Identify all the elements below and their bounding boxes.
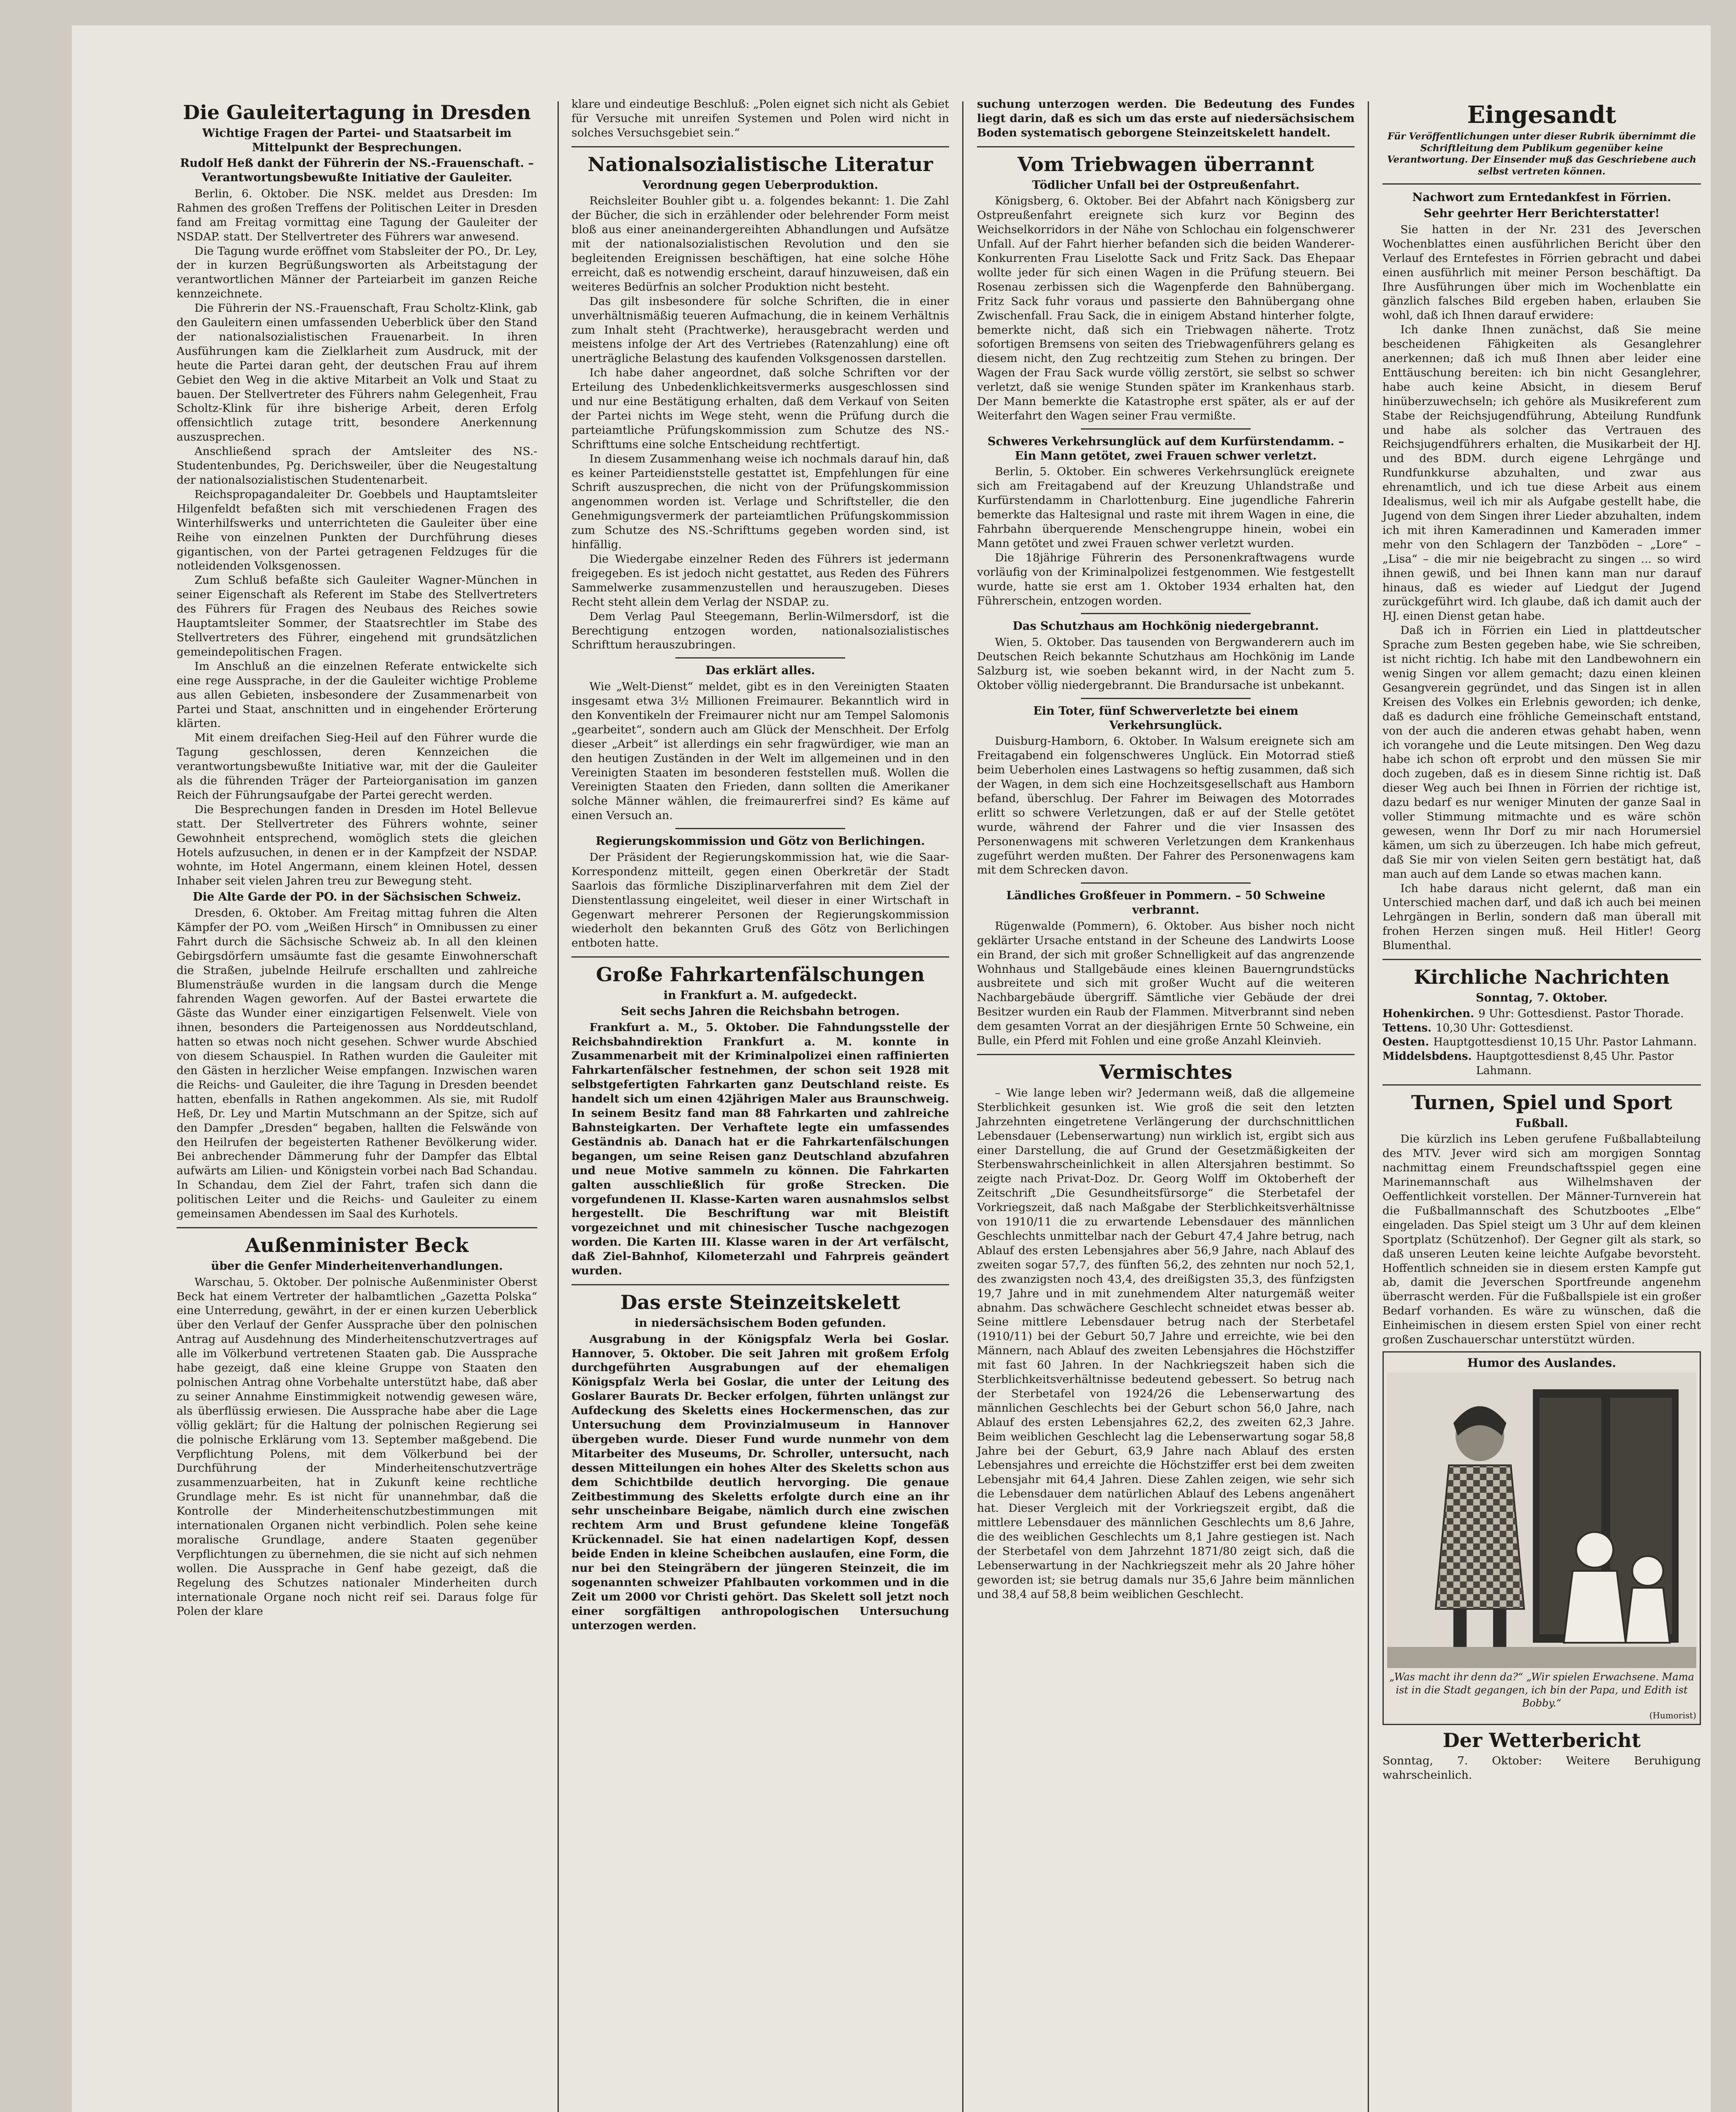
article-paragraph: Die Führerin der NS.-Frauenschaft, Frau Scholtz-Klink, gab den Gauleitern einen umfassenden Ueberblick über den Stand der nationalsozialistischen Frauenarbeit. In ihren Ausführungen kam die Zielklarheit zum Ausdruck, mit der heute die Partei daran geht, der deutschen Frau auf ihrem Gebiet den Weg in die aktive Mitarbeit an Volk und Staat zu bauen. Der Stellvertreter des Führers nahm Gelegenheit, Frau Scholtz-Klink für ihre bisherige Arbeit, deren Erfolg offensichtlich zutage tritt, besondere Anerkennung auszusprechen. [177,302,537,444]
article-heading: Schweres Verkehrsunglück auf dem Kurfürstendamm. – Ein Mann getötet, zwei Frauen schwer verletzt. [987,435,1344,463]
divider [1382,959,1701,960]
article-paragraph: Die 18jährige Führerin des Personenkraftwagens wurde vorläufig von der Kriminalpolizei festgenommen. Wie festgestellt wurde, hatte sie erst am 1. Oktober 1934 erhalten hat, den Führerschein, entzogen worden. [977,551,1355,607]
church-service-row [1382,1050,1701,1078]
cartoon-caption: „Was macht ihr denn da?“ „Wir spielen Erwachsene. Mama ist in die Stadt gegangen, ich bin der Papa, und Edith ist Bobby.“ [1389,1671,1694,1709]
article-heading: Regierungskommission und Götz von Berlichingen. [596,835,925,848]
article-paragraph: Reichsleiter Bouhler gibt u. a. folgendes bekannt: 1. Die Zahl der Bücher, die sich in erzählender oder belehrender Form meist bloß aus einer aneinandergereihten Abhandlungen und Aufsätze mit der nationalsozialistischen Revolution und den sie begleitenden Ereignissen beschäftigen, hat eine solche Höhe erreicht, daß es notwendig erscheint, darauf hinzuweisen, daß ein weiteres Bedürfnis an solcher Produktion nicht besteht. [571,194,949,294]
article-heading: Das Schutzhaus am Hochkönig niedergebrannt. [1012,620,1319,633]
article-paragraph: Die Besprechungen fanden in Dresden im Hotel Bellevue statt. Der Stellvertreter des Führers wohnte, seiner Gewohnheit entsprechend, womöglich stets die gleichen Hotels aufzusuchen, in denen er in der Kampfzeit der NSDAP. wohnte, im Hotel Angermann, einem kleinen Hotel, dessen Inhaber seit vielen Jahren treu zur Bewegung steht. [177,803,537,888]
divider [1382,1084,1701,1086]
article-paragraph: Frankfurt a. M., 5. Oktober. Die Fahndungsstelle der Reichsbahndirektion Frankfurt a. M. konnte in Zusammenarbeit mit der Kriminalpolizei einen raffinierten Fahrkartenfälscher festnehmen, der schon seit 1928 mit selbstgefertigten Fahrkarten ganz Deutschland reiste. Es handelt sich um einen 42jährigen Maler aus Braunschweig. In seinem Besitz fand man 88 Fahrkarten und zahlreiche Bahnsteigkarten. Der Verhaftete legte ein umfassendes Geständnis ab. Danach hat er die Fahrkartenfälschungen begangen, um seine Reisen ganz Deutschland abzufahren und neue Motive sammeln zu können. Die Fahrkarten galten ausschließlich für große Strecken. Die vorgefundenen II. Klasse-Karten waren ausnahmslos selbst hergestellt. Die Beschriftung war mit Bleistift vorgezeichnet und mit chinesischer Tusche nachgezogen worden. Die Karten III. Klasse waren in der Art verfälscht, daß Ziel-Bahnhof, Kilometerzahl und Fahrpreis geändert wurden. [571,1021,949,1278]
article-subtitle: in Frankfurt a. M. aufgedeckt. [663,989,857,1002]
divider [571,956,949,958]
weather-text: Sonntag, 7. Oktober: Weitere Beruhigung wahrscheinlich. [1382,1754,1701,1782]
article-paragraph: Wie „Welt-Dienst“ meldet, gibt es in den Vereinigten Staaten insgesamt etwa 3½ Millionen Freimaurer. Bekanntlich wird in den Konventikeln der Freimaurer nicht nur am Tempel Salomonis „gearbeitet“, sondern auch am Glück der Menschheit. Der Erfolg dieser „Arbeit“ ist allerdings ein sehr fragwürdiger, wie man an den heutigen Zuständen in der Welt im allgemeinen und in den Vereinigten Staaten im besonderen feststellen muß. Wollen die Vereinigten Staaten den Frieden, dann sollten die Amerikaner solche Männer wählen, die freimaurerfrei sind? Es käme auf einen Versuch an. [571,680,949,822]
column-4 [1375,97,1709,2112]
article-paragraph: klare und eindeutige Beschluß: „Polen eignet sich nicht als Gebiet für Versuche mit unreifen Systemen und Polen wird nicht in solches Versuchsgebiet sein.“ [571,98,949,139]
divider [675,828,845,829]
church-service-row [1382,1007,1701,1021]
divider [1382,183,1701,185]
church-location: Tettens. [1382,1021,1432,1034]
divider [1081,613,1251,614]
cartoon-heading: Humor des Auslandes. [1467,1355,1616,1370]
article-paragraph: Berlin, 6. Oktober. Die NSK. meldet aus Dresden: Im Rahmen des großen Treffens der Politischen Leiter in Dresden fand am Freitag vormittag eine Tagung der Gauleiter der NSDAP. statt. Der Stellvertreter des Führers war anwesend. [177,187,537,243]
divider [977,146,1355,147]
article-title: Kirchliche Nachrichten [1414,966,1670,989]
article-paragraph: Zum Schluß befaßte sich Gauleiter Wagner-München in seiner Eigenschaft als Referent im Stabe des Stellvertreters des Führers für Fragen des Neubaus des Reiches sowie Hauptamtsleiter Sommer, der Staatsrechtler im Stabe des Stellvertreters des Führer, eingehend mit grundsätzlichen gemeindepolitischen Fragen. [177,574,537,659]
article-paragraph: Reichspropagandaleiter Dr. Goebbels und Hauptamtsleiter Hilgenfeldt befaßten sich mit verschiedenen Fragen des Winterhilfswerks und unterrichteten die Gauleiter über eine Reihe von einzelnen Punkten der Durchführung dieses gigantischen, von der Partei getragenen Feldzuges für die notleidenden Volksgenossen. [177,487,537,573]
article-title: Das erste Steinzeitskelett [620,1290,901,1314]
article-title: Die Gauleitertagung in Dresden [183,101,531,124]
article-title: Große Fahrkartenfälschungen [596,963,925,986]
article-heading: Das erklärt alles. [705,664,815,678]
article-heading: Ländliches Großfeuer in Pommern. – 50 Schweine verbrannt. [1006,889,1325,917]
article-subtitle: Wichtige Fragen der Partei- und Staatsarbeit im Mittelpunkt der Besprechungen. [202,126,512,154]
article-paragraph: Berlin, 5. Oktober. Ein schweres Verkehrsunglück ereignete sich am Freitagabend auf der Kreuzung Uhlandstraße und Kurfürstendamm in Charlottenburg. Eine jugendliche Fahrerin bemerkte das Haltesignal und raste mit ihrem Wagen in eine, die Fahrbahn überquerende Menschengruppe hinein, wobei ein Mann getötet und zwei Frauen schwer verletzt wurden. [977,465,1355,550]
church-location: Oesten. [1382,1036,1429,1049]
disclaimer-note: Für Veröffentlichungen unter dieser Rubrik übernimmt die Schriftleitung dem Publikum gegenüber keine Verantwortung. Der Einsender muß das Geschriebene auch selbst vertreten können. [1387,131,1697,177]
divider [177,1227,537,1228]
article-heading: Ein Toter, fünf Schwerverletzte bei einem Verkehrsunglück. [1033,704,1298,732]
article-title: Turnen, Spiel und Sport [1411,1091,1673,1114]
article-paragraph: Warschau, 5. Oktober. Der polnische Außenminister Oberst Beck hat einem Vertreter der halbamtlichen „Gazetta Polska“ eine Unterredung, gewährt, in der er einen kurzen Ueberblick über den Verlauf der Genfer Aussprache über den polnischen Antrag auf Ausdehnung des Minderheitenschutzvertrages auf alle im Völkerbund vertretenen Staaten gab. Die Aussprache habe gezeigt, daß eine kleine Gruppe von Staaten den polnischen Antrag ohne Vorbehalte unterstützt habe, daß aber zu seiner Annahme Einstimmigkeit notwendig gewesen wäre, als überflüssig erwiesen. Die Aussprache habe aber die Lage völlig geklärt; für die Haltung der polnischen Regierung sei die polnische Erklärung vom 13. September maßgebend. Die Verpflichtung Polens, mit dem Völkerbund bei der Durchführung der Minderheitenschutzverträge zusammenzuarbeiten, hat in Zukunft keine rechtliche Grundlage mehr. Es ist nicht für unannehmbar, daß die Kontrolle der Minderheitenschutzbestimmungen mit internationalen Organen nicht verbindlich. Polen sehe keine moralische Grundlage, andere Staaten gegenüber Verpflichtungen zu übernehmen, die sie nicht auf sich nehmen wollen. Die Aussprache in Genf habe gezeigt, daß die Regelung des Schutzes nationaler Minderheiten durch internationale Organe noch nicht reif sei. Daraus folge für Polen der klare [177,1275,537,1618]
article-paragraph: Königsberg, 6. Oktober. Bei der Abfahrt nach Königsberg zur Ostpreußenfahrt ereignete sich kurz vor Beginn des Weichselkorridors in der Nähe von Schlochau ein folgenschwerer Unfall. Auf der Fahrt hierher befanden sich die beiden Wanderer-Konkurrenten Frau Liselotte Sack und Fritz Sack. Das Ehepaar wollte jeder für sich einen Wagen in die Prüfung steuern. Bei Rosenau zerbissen sich die Wagenpferde den Bahnübergang. Fritz Sack fuhr voraus und passierte den Bahnübergang ohne Zwischenfall. Frau Sack, die in einigem Abstand hinterher folgte, bemerkte nicht, daß sich ein Triebwagen näherte. Trotz sofortigen Bremsens von seiten des Triebwagenführers gelang es diesem nicht, den Zug rechtzeitig zum Stehen zu bringen. Der Wagen der Frau Sack wurde völlig zerstört, sie selbst so schwer verletzt, daß sie wenige Stunden später im Krankenhaus starb. Der Mann bemerkte die Katastrophe erst später, als er auf der Weiterfahrt den Wagen seiner Frau vermißte. [977,194,1355,422]
article-subtitle: Nachwort zum Erntedankfest in Förrien. [1412,191,1671,204]
newspaper-page [72,25,1711,2112]
church-location: Middelsbdens. [1382,1050,1472,1063]
church-service-row [1382,1035,1701,1050]
article-title: Vom Triebwagen überrannt [1017,152,1314,176]
divider [675,657,845,659]
article-subtitle: Tödlicher Unfall bei der Ostpreußenfahrt. [1032,178,1300,192]
church-service-time: Hauptgottesdienst 8,45 Uhr. Pastor Lahmann. [1476,1050,1674,1077]
article-paragraph: Duisburg-Hamborn, 6. Oktober. In Walsum ereignete sich am Freitagabend ein folgenschweres Unglück. Ein Motorrad stieß beim Ueberholen eines Lastwagens so heftig zusammen, daß sich der Wagen, in dem sich eine Hochzeitsgesellschaft aus Hamborn befand, überschlug. Der Fahrer im Beiwagen des Motorrades erlitt so schwere Verletzungen, daß er auf der Stelle getötet wurde, während der Fahrer und die vier Insassen des Personenwagens mit schweren Verletzungen dem Krankenhaus zugeführt werden mußten. Der Fahrer des Personenwagens kam mit dem Schrecken davon. [977,735,1355,877]
column-3 [969,97,1362,2112]
article-paragraph: Dem Verlag Paul Steegemann, Berlin-Wilmersdorf, ist die Berechtigung entzogen worden, nationalsozialistisches Schrifttum herauszubringen. [571,610,949,652]
article-paragraph: – Wie lange leben wir? Jedermann weiß, daß die allgemeine Sterblichkeit gesunken ist. Wie groß die seit den letzten Jahrzehnten eingetretene Verlängerung der durchschnittlichen Lebensdauer (Lebenserwartung) nun wirklich ist, ergibt sich aus einer Darstellung, die auf Grund der Gesetzmäßigkeiten der Sterbenswahrscheinlichkeit in allen Altersjahren bestimmt. So zeigte nach Privat-Doz. Dr. Georg Wolff im Oktoberheft der Zeitschrift „Die Gesundheitsfürsorge“ die Sterbetafel der Vorkriegszeit, daß nach Maßgabe der Sterblichkeitsverhältnisse von 1910/11 die zu erwartende Lebensdauer des männlichen Geschlechts unmittelbar nach der Geburt 47,4 Jahre betrug, nach Ablauf des ersten Lebensjahres aber 56,9 Jahre, nach Ablauf des zweiten sogar 57,7, des fünften 56,2, des zehnten nur noch 52,1, des zwanzigsten noch 43,4, des dreißigsten 35,3, des fünfzigsten 19,7 Jahre und in mit zunehmendem Alter naturgemäß weiter abnahm. Das schwächere Geschlecht schneidet etwas besser ab. Seine mittlere Lebensdauer betrug nach der Sterbetafel (1910/11) bei der Geburt 50,7 Jahre und erreichte, wie bei den Männern, nach Ablauf des zweiten Lebensjahres die Höchstziffer mit fast 60 Jahren. In der Nachkriegszeit haben sich die Sterblichkeitsverhältnisse bedeutend gebessert. So betrug nach der Sterbetafel von 1924/26 die Lebenserwartung des männlichen Geschlechts bei der Geburt schon 56,0 Jahre, nach Ablauf des ersten Lebensjahres 62,2, des zweiten 62,3 Jahre. Beim weiblichen Geschlecht lag die Lebenserwartung sogar 58,8 Jahre bei der Geburt, 63,9 Jahre nach Ablauf des ersten Lebensjahres und erreichte die Höchstziffer erst bei dem zweiten Lebensjahr mit 64,4 Jahren. Diese Zahlen zeigen, wie sehr sich die Lebensdauer dem natürlichen Ablauf des Lebens angenähert hat. Dieser Vergleich mit der Vorkriegszeit ergibt, daß die mittlere Lebensdauer des männlichen Geschlechts um 8,6 Jahre, die des weiblichen Geschlechts um 8,1 Jahre gestiegen ist. Nach der Sterbetafel von dem Jahrzehnt 1871/80 zeigt sich, daß die Lebenserwartung in der Nachkriegszeit mehr als 20 Jahre höher geworden ist; sie betrug damals nur 35,6 Jahre beim männlichen und 38,4 auf 58,8 beim weiblichen Geschlecht. [977,1086,1355,1601]
article-paragraph: Mit einem dreifachen Sieg-Heil auf den Führer wurde die Tagung geschlossen, deren Kennzeichen die verantwortungsbewußte Initiative war, mit der die Gauleiter als die führenden Träger der Parteiorganisation im ganzen Reich der Führungsaufgabe der Partei gerecht werden. [177,731,537,802]
church-service-time: Hauptgottesdienst 10,15 Uhr. Pastor Lahmann. [1433,1036,1697,1049]
church-service-row [1382,1021,1701,1036]
column-rule [558,101,559,2112]
article-paragraph: Ich habe daher angeordnet, daß solche Schriften vor der Erteilung des Unbedenklichkeitsvermerks ausgeschlossen sind und nur eine Bestätigung erhalten, daß dem Verkauf von Seiten der Partei nichts im Wege steht, wenn die Prüfung durch die parteiamtliche Prüfungskommission zum Schutze des NS.-Schrifttums eine solche Entscheidung rechtfertigt. [571,366,949,451]
article-title: Eingesandt [1467,101,1616,129]
article-paragraph: Ich habe daraus nicht gelernt, daß man ein Unterschied machen darf, und daß ich auch bei meinen Lehrgängen in Berlin, sondern daß man überall mit frohen Herzen singen muß. Heil Hitler! Georg Blumenthal. [1382,882,1701,953]
cartoon-illustration [1387,1372,1696,1668]
article-subtitle: Rudolf Heß dankt der Führerin der NS.-Frauenschaft. – Verantwortungsbewußte Initiative der Gauleiter. [180,157,534,185]
column-2 [564,97,957,2112]
divider [571,146,949,147]
church-service-time: 9 Uhr: Gottesdienst. Pastor Thorade. [1478,1007,1684,1020]
church-location: Hohenkirchen. [1382,1007,1475,1020]
article-heading: Die Alte Garde der PO. in der Sächsischen Schweiz. [193,890,521,904]
article-paragraph: Daß ich in Förrien ein Lied in plattdeutscher Sprache zum Besten gegeben habe, wie Sie schreiben, ist nicht richtig. Ich habe mit den Landbewohnern ein wenig Singen vor allem gemacht; dazu einen kleinen Gesangverein gegründet, und das Singen ist in allen Kreisen des Volkes ein Erlebnis geworden; ich denke, daß es dadurch eine fröhliche Gemeinschaft entstand, von der auch die anderen etwas gehabt haben, wenn ich vorangehe und die Leute mitsingen. Den Weg dazu habe ich schon oft erprobt und den müssen Sie mir doch zugeben, daß es in diesem Sinne richtig ist. Daß dieser Weg auch bei Ihnen in Förrien der richtige ist, dazu bedarf es nur weniger Minuten der ganze Saal in voller Stimmung mitmachte und es wäre schön gewesen, wenn Ihr Dorf zu mir nach Horumersiel kämen, um sich zu überzeugen. Ich habe mich gefreut, daß Sie mir von vielen Seiten gern bestätigt hat, daß man auch auf dem Lande so etwas machen kann. [1382,624,1701,881]
article-paragraph: Wien, 5. Oktober. Das tausenden von Bergwanderern auch im Deutschen Reich bekannte Schutzhaus am Hochkönig im Lande Salzburg ist, wie soeben bekannt wird, in der Nacht zum 5. Oktober völlig niedergebrannt. Die Brandursache ist unbekannt. [977,636,1355,692]
column-rule [962,101,963,2112]
article-paragraph: Rügenwalde (Pommern), 6. Oktober. Aus bisher noch nicht geklärter Ursache entstand in der Scheune des Landwirts Loose ein Brand, der sich mit großer Schnelligkeit auf das angrenzende Wohnhaus und Stallgebäude eines kleinen Bauerngrundstücks ausbreitete und sich mit großer Wucht auf die weiteren Nachbargebäude übergriff. Sämtliche vier Gebäude der drei Besitzer wurden ein Raub der Flammen. Mitverbrannt sind neben dem gesamten Vorrat an der diesjährigen Ernte 50 Schweine, ein Bulle, ein Pferd mit Fohlen und eine große Anzahl Kleinvieh. [977,919,1355,1048]
article-title: Vermischtes [1099,1061,1233,1084]
article-paragraph: Im Anschluß an die einzelnen Referate entwickelte sich eine rege Aussprache, in der die Gauleiter wichtige Probleme aus allen Gebieten, insbesondere der Zusammenarbeit von Partei und Staat, anschnitten und in eingehender Erörterung klärten. [177,659,537,730]
article-subtitle: Verordnung gegen Ueberproduktion. [642,178,879,192]
cartoon-box [1382,1351,1701,1725]
article-paragraph: Sie hatten in der Nr. 231 des Jeverschen Wochenblattes einen ausführlichen Bericht über den Verlauf des Erntefestes in Förrien gebracht und dabei einen ausführlich mit meiner Person beschäftigt. Da Ihre Ausführungen über mich im Wochenblatte ein gänzlich falsches Bild ergeben haben, erlauben Sie wohl, daß ich Ihnen darauf erwidere: [1382,223,1701,322]
church-service-list [1382,1007,1701,1078]
divider [571,1284,949,1285]
article-paragraph: suchung unterzogen werden. Die Bedeutung des Fundes liegt darin, daß es sich um das erste auf niedersächsischem Boden systematisch geborgene Steinzeitskelett handelt. [977,98,1355,139]
article-paragraph: Ausgrabung in der Königspfalz Werla bei Goslar. Hannover, 5. Oktober. Die seit Jahren mit großem Erfolg durchgeführten Ausgrabungen auf der ehemaligen Königspfalz Werla bei Goslar, die unter der Leitung des Goslarer Baurats Dr. Becker erfolgen, führten unlängst zur Aufdeckung des Skeletts eines Hockermenschen, das zur Untersuchung dem Provinzialmuseum in Hannover übergeben wurde. Dieser Fund wurde nunmehr von dem Mitarbeiter des Museums, Dr. Schroller, untersucht, nach dessen Mitteilungen ein hohes Alter des Skeletts schon aus dem Schichtbilde deutlich hervorging. Die genaue Zeitbestimmung des Skeletts erfolgte durch eine an ihr sehr unscheinbare Beigabe, nämlich durch eine zwischen rechtem Arm und Brust gefundene kleine Tongefäß Krückennadel. Sie hat einen nadelartigen Kopf, dessen beide Enden in kleine Scheibchen auslaufen, eine Form, die nur bei den Steingräbern der jüngeren Steinzeit, die im sogenannten schweizer Pfahlbauten vorkommen und in die Zeit um 2000 vor Christi gehört. Das Skelett soll jetzt noch einer sorgfältigen anthropologischen Untersuchung unterzogen werden. [571,1332,949,1632]
article-paragraph: In diesem Zusammenhang weise ich nochmals darauf hin, daß es keiner Parteidienststelle gestattet ist, Empfehlungen für eine Schrift auszusprechen, die nicht von der Prüfungskommission angenommen worden ist. Verlage und Schriftsteller, die den Genehmigungsvermerk der parteiamtlichen Prüfungskommission zum Schutze des NS.-Schrifttums gegeben worden sind, ist hinfällig. [571,452,949,552]
article-paragraph: Die Tagung wurde eröffnet vom Stabsleiter der PO., Dr. Ley, der in kurzen Begrüßungsworten als Arbeitstagung der verantwortlichen Männer der Parteiarbeit im ganzen Reiche kennzeichnete. [177,244,537,301]
divider [1081,882,1251,884]
divider [1081,698,1251,699]
letter-salutation: Sehr geehrter Herr Berichterstatter! [1423,207,1660,220]
article-paragraph: Dresden, 6. Oktober. Am Freitag mittag fuhren die Alten Kämpfer der PO. vom „Weißen Hirsch“ in Omnibussen zu einer Fahrt durch die Sächsische Schweiz ab. In all den kleinen Gebirgsdörfern umsäumte fast die gesamte Einwohnerschaft die Straßen, jubelnde Heilrufe erschallten und zahlreiche Blumensträuße wurden in die langsam durch die Menge fahrenden Wagen geworfen. Auf der Bastei erwartete die Gäste das Wunder einer einzigartigen Felsenwelt. Viele von ihnen, besonders die Parteigenossen aus Norddeutschland, hatten so etwas noch nicht gesehen. Schwer wurde Abschied von diesem Schauspiel. In Rathen wurden die Gauleiter mit den Gästen in herzlicher Weise empfangen. Inzwischen waren die Reichs- und Gauleiter, die ihre Tagung in Dresden beendet hatten, ebenfalls in Rathen angekommen. Als sie, mit Rudolf Heß, Dr. Ley und Martin Mutschmann an der Spitze, sich auf den Dampfer „Dresden“ begaben, hallten die Felswände von den Heilrufen der begeisterten Rathener Bevölkerung wider. Bei anbrechender Dämmerung fuhr der Dampfer das Elbtal aufwärts am Lilien- und Königstein vorbei nach Bad Schandau. In Schandau, dem Ziel der Fahrt, trafen sich dann die politischen Leiter und die Reichs- und Gauleiter zu einem gemeinsamen Abendessen im Saal des Kurhotels. [177,906,537,1221]
church-service-time: 10,30 Uhr: Gottesdienst. [1436,1021,1574,1034]
cartoon-credit: (Humorist) [1649,1710,1696,1720]
article-subtitle: Fußball. [1515,1116,1568,1130]
article-subtitle: Seit sechs Jahren die Reichsbahn betrogen. [621,1004,900,1018]
divider [1081,428,1251,430]
article-paragraph: Der Präsident der Regierungskommission hat, wie die Saar-Korrespondenz mitteilt, gegen einen Oberkretär der Stadt Saarlois das förmliche Disziplinarverfahren mit dem Ziel der Dienstentlassung eingeleitet, weil dieser in einer Wirtschaft in Gegenwart mehrerer Personen der Regierungskommission wiederholt den bekannten Gruß des Götz von Berlichingen entboten hatte. [571,850,949,950]
column-rule [1368,101,1369,2112]
article-subtitle: Sonntag, 7. Oktober. [1476,991,1608,1004]
column-1 [169,97,545,2112]
divider [977,1054,1355,1055]
article-title: Nationalsozialistische Literatur [588,152,933,176]
article-subtitle: über die Genfer Minderheitenverhandlungen. [211,1259,503,1273]
article-paragraph: Anschließend sprach der Amtsleiter des NS.-Studentenbundes, Pg. Derichsweiler, über die Neugestaltung der nationalsozialistischen Studentenarbeit. [177,445,537,487]
article-paragraph: Die Wiedergabe einzelner Reden des Führers ist jedermann freigegeben. Es ist jedoch nicht gestattet, aus Reden des Führers Sammelwerke zusammenzustellen und herauszugeben. Dieses Recht steht allein dem Verlag der NSDAP. zu. [571,552,949,609]
article-title: Der Wetterbericht [1442,1728,1641,1752]
article-paragraph: Ich danke Ihnen zunächst, daß Sie meine bescheidenen Fähigkeiten als Gesanglehrer anerkennen; daß ich muß Ihnen aber leider eine Enttäuschung bereiten: ich bin nicht Gesanglehrer, habe auch keine Absicht, in diesem Beruf hinüberzuwechseln; ich gehöre als Musikreferent zum Stabe der Reichsjugendführung, Abteilung Rundfunk und habe als solcher das Vertrauen des Reichsjugendführers erhalten, die Musikarbeit der HJ. und des BDM. durch eigene Lehrgänge und Rundfunkkurse abzuhalten, und zwar aus ehrenamtlich, und ich tue diese Arbeit aus einem Idealismus, weil ich mir als Aufgabe gestellt habe, die Jugend von dem Singen ihrer Lieder abzuhalten, indem ich mit ihren Kameradinnen und Kameraden immer mehr von den Schlagern der Tanzböden – „Lore“ – „Lisa“ – die mir nie beigebracht zu singen ... so wird ihnen gewiß, und bei Ihnen kann man nur darauf hinaus, daß es wieder auf Liedgut der Jugend zurückgeführt wird. Ich glaube, daß ich damit auch der HJ. einen Dienst getan habe. [1382,323,1701,623]
article-paragraph: Die kürzlich ins Leben gerufene Fußballabteilung des MTV. Jever wird sich am morgigen Sonntag nachmittag einem Freundschaftsspiel gegen eine Marinemannschaft aus Wilhelmshaven der Oeffentlichkeit vorstellen. Der Männer-Turnverein hat die Fußballmannschaft des Schutzbootes „Elbe“ eingeladen. Das Spiel steigt um 3 Uhr auf dem kleinen Sportplatz (Schützenhof). Der Gegner gilt als stark, so daß unseren Leuten keine leichte Aufgabe bevorsteht. Hoffentlich schneiden sie in diesem ersten Kampfe gut ab, damit die Jeverschen Sportfreunde angenehm überrascht werden. Für die Fußballspiele ist ein großer Bedarf vorhanden. Es wäre zu wünschen, daß die Einheimischen in diesem ersten Spiel von einer recht großen Zuschauerschar unterstützt würden. [1382,1132,1701,1347]
article-title: Außenminister Beck [245,1233,469,1257]
article-paragraph: Das gilt insbesondere für solche Schriften, die in einer unverhältnismäßig teueren Aufmachung, die in keinem Verhältnis zum Inhalt steht (Prachtwerke), herausgebracht werden und meistens infolge der Art des Vertriebes (Ratenzahlung) eine oft unerträgliche Belastung des kaufenden Volksgenossen darstellen. [571,294,949,365]
article-subtitle: in niedersächsischem Boden gefunden. [634,1316,886,1330]
